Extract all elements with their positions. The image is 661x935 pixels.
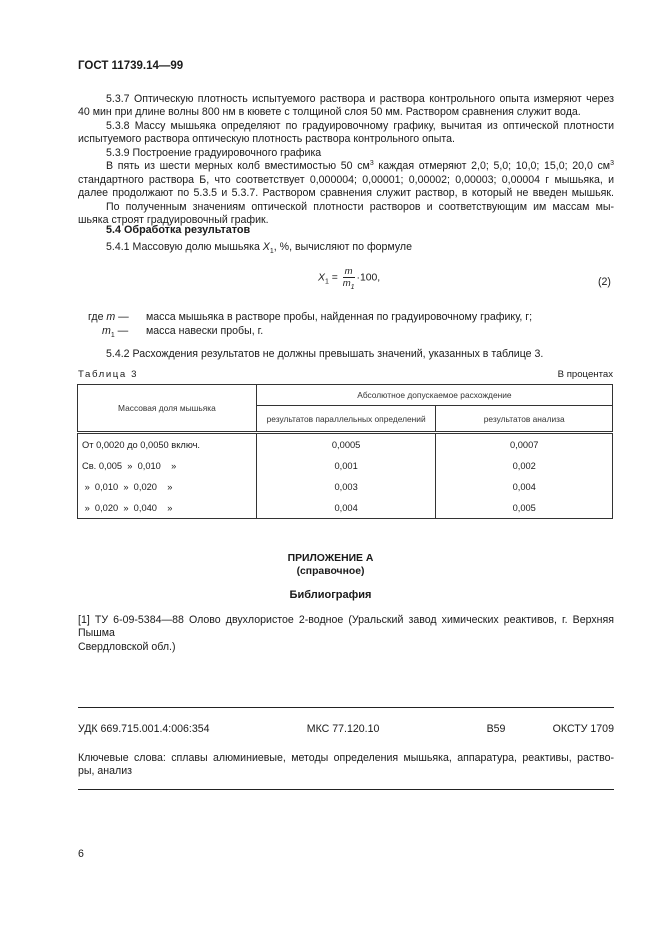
paragraph-line: 5.3.8 Массу мышьяка определяют по градуировочному графику, вычитая из оптической плотности — [106, 120, 614, 132]
paragraph-5-3-7 — [78, 93, 614, 120]
equation-number: (2) — [598, 276, 611, 288]
paragraph-5-3-8 — [78, 120, 614, 147]
document-header: ГОСТ 11739.14—99 — [78, 60, 184, 72]
cell-analysis: 0,005 — [436, 497, 613, 519]
udk-code: УДК 669.715.001.4:006:354 — [78, 723, 210, 735]
group-code: В59 — [486, 723, 506, 735]
header-parallel: результатов параллельных определений — [256, 406, 436, 433]
subscript: 1 — [269, 248, 274, 255]
appendix-title: ПРИЛОЖЕНИЕ А — [287, 553, 374, 564]
paragraph-5-4-2 — [78, 348, 614, 361]
table-3 — [77, 384, 613, 519]
dash: — — [114, 325, 129, 337]
symbol: m — [102, 325, 111, 337]
paragraph-line: стандартного раствора Б, что соответствует 0,000004; 0,00001; 0,00002; 0,00003; 0,00004 г мышьяка, и — [78, 173, 614, 186]
text: каждая отмеряют 2,0; 5,0; 10,0; 15,0; 20,0 см — [373, 160, 611, 173]
cell-parallel: 0,001 — [256, 455, 436, 476]
formula-tail: ·100, — [356, 272, 381, 284]
formula-2 — [318, 266, 380, 289]
divider — [78, 707, 614, 708]
symbol: m — [106, 311, 116, 323]
ref-line: Свердловской обл.) — [78, 640, 176, 653]
where-symbol — [88, 311, 146, 323]
denominator — [343, 278, 355, 289]
cell-parallel: 0,0005 — [256, 433, 436, 456]
table-unit: В процентах — [557, 369, 613, 380]
mks-code: МКС 77.120.10 — [306, 723, 380, 735]
where-symbol — [102, 325, 146, 337]
header-mass-fraction: Массовая доля мышьяка — [78, 385, 257, 433]
table-row — [78, 455, 613, 476]
divider — [78, 789, 614, 790]
cell-parallel: 0,003 — [256, 476, 436, 497]
paragraph-line — [78, 160, 614, 173]
paragraph-line: 5.4.2 Расхождения результатов не должны превышать значений, указанных в таблице 3. — [106, 348, 544, 360]
dash: — — [115, 311, 129, 323]
text: 5.4.1 Массовую долю мышьяка — [106, 241, 263, 253]
equals: = — [328, 272, 341, 284]
paragraph-line: шьяка строят градуировочный график. — [78, 214, 269, 227]
keywords-line: ры, анализ — [78, 765, 132, 778]
cell-range: » 0,010 » 0,020 » — [78, 476, 257, 497]
superscript: 3 — [610, 160, 614, 168]
superscript: 3 — [369, 160, 374, 168]
bibliography-title: Библиография — [289, 589, 372, 601]
appendix-subtitle: (справочное) — [296, 566, 365, 577]
paragraph-5-4-1 — [78, 241, 614, 254]
ref-line: [1] ТУ 6-09-5384—88 Олово двухлористое 2-водное (Уральский завод химических реактивов, г. Верхняя Пышма — [78, 614, 614, 640]
cell-range: » 0,020 » 0,040 » — [78, 497, 257, 519]
paragraph-line: испытуемого раствора оптическую плотность раствора контрольного опыта. — [78, 133, 455, 146]
cell-analysis: 0,0007 — [436, 433, 613, 456]
cell-analysis: 0,002 — [436, 455, 613, 476]
fraction — [343, 266, 355, 289]
paragraph-line: По полученным значениям оптической плотности растворов и соответствующим им массам мы- — [106, 200, 614, 213]
paragraph-title: 5.3.9 Построение градуировочного графика — [106, 147, 322, 159]
paragraph-line — [78, 241, 614, 254]
paragraph-line: 40 мин при длине волны 800 нм в кювете с толщиной слоя 50 мм. Раствором сравнения служит вода. — [78, 106, 581, 119]
numerator: m — [344, 266, 353, 277]
formula-lhs: X — [318, 272, 325, 284]
paragraph-5-3-9 — [78, 147, 614, 227]
keywords — [78, 752, 614, 779]
text: В пять из шести мерных колб вместимостью 50 см — [106, 160, 370, 173]
bibliography-ref-1 — [78, 614, 614, 654]
keywords-line: Ключевые слова: сплавы алюминиевые, методы определения мышьяка, аппаратура, реактивы, раство- — [78, 752, 614, 764]
header-analysis: результатов анализа — [436, 406, 613, 433]
where-line-2 — [102, 325, 263, 337]
cell-range: От 0,0020 до 0,0050 включ. — [78, 433, 257, 456]
where-text: масса навески пробы, г. — [146, 325, 264, 337]
page-number: 6 — [78, 848, 84, 860]
cell-parallel: 0,004 — [256, 497, 436, 519]
section-title: 5.4 Обработка результатов — [106, 224, 251, 236]
okstu-code: ОКСТУ 1709 — [552, 723, 614, 735]
subscript: 1 — [110, 332, 115, 339]
text: , %, вычисляют по формуле — [273, 241, 412, 253]
table-row — [78, 433, 613, 456]
table-row — [78, 476, 613, 497]
paragraph-line: 5.3.7 Оптическую плотность испытуемого раствора и раствора контрольного опыта измеряют через — [106, 93, 614, 105]
cell-analysis: 0,004 — [436, 476, 613, 497]
text: m — [342, 278, 351, 289]
cell-range: Св. 0,005 » 0,010 » — [78, 455, 257, 476]
where-line-1 — [88, 311, 532, 323]
text: где — [88, 311, 107, 323]
header-group: Абсолютное допускаемое расхождение — [256, 385, 612, 406]
subscript: 1 — [324, 278, 329, 286]
where-text: масса мышьяка в растворе пробы, найденная по градуировочному графику, г; — [146, 311, 533, 323]
table-caption: Таблица 3 — [78, 369, 139, 380]
subscript: 1 — [350, 284, 355, 291]
paragraph-line: далее продолжают по 5.3.5 и 5.3.7. Раствором сравнения служит раствор, в который не введен мышьяк. — [78, 187, 614, 200]
classification-row — [78, 723, 614, 735]
variable: X — [262, 241, 270, 253]
table-row — [78, 497, 613, 519]
